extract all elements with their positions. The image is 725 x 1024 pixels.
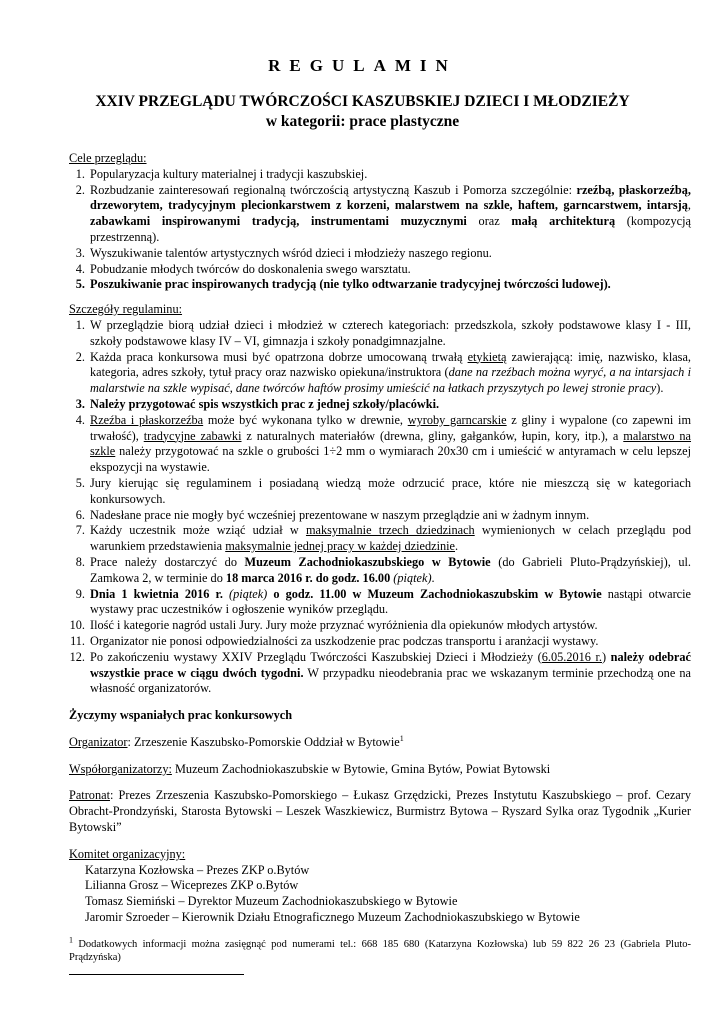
text-segment: ) bbox=[601, 649, 611, 664]
list-number: 10. bbox=[69, 618, 85, 633]
document-body bbox=[69, 151, 691, 975]
list-number: 11. bbox=[70, 633, 85, 648]
underlined-segment: 6.05.2016 r. bbox=[541, 649, 602, 664]
committee-member: Tomasz Siemiński – Dyrektor Muzeum Zachodniokaszubskiego w Bytowie bbox=[85, 894, 458, 909]
bold-segment: należy odebrać wszystkie prace w ciągu dwóch tygodni. bbox=[90, 649, 691, 680]
spacer bbox=[69, 724, 691, 735]
rule-item-4 bbox=[69, 413, 691, 476]
rule-item-12 bbox=[69, 650, 691, 697]
organizer-name: Zrzeszenie Kaszubsko-Pomorskie Oddział w Bytowie bbox=[130, 734, 400, 749]
rule-text: Organizator nie ponosi odpowiedzialności za uszkodzenie prac podczas transportu i aranżacji wystawy. bbox=[90, 633, 599, 648]
list-number: 4. bbox=[75, 412, 85, 427]
text-segment: z naturalnych materiałów (drewna, gliny, gałganków, łupin, kory, itp.), a bbox=[241, 428, 624, 443]
rule-item-8 bbox=[69, 555, 691, 587]
szczegoly-heading: Szczegóły regulaminu: bbox=[69, 302, 183, 317]
patronage-label: Patronat bbox=[69, 788, 110, 803]
title-category: w kategorii: prace plastyczne bbox=[265, 113, 460, 130]
title-subheading bbox=[0, 92, 725, 132]
underlined-segment: tradycyjne zabawki bbox=[143, 428, 242, 443]
committee-label: Komitet organizacyjny: bbox=[69, 846, 186, 861]
list-number: 9. bbox=[75, 586, 85, 601]
footnote bbox=[69, 935, 691, 965]
co-organizers-line bbox=[69, 762, 691, 778]
patronage-paragraph bbox=[69, 788, 691, 835]
underlined-segment: maksymalnie trzech dziedzinach bbox=[305, 523, 475, 538]
text-segment: W przypadku nieodebrania prac we wskazanym terminie przechodzą one na własność organizatorów. bbox=[90, 665, 691, 696]
text-segment: ). bbox=[656, 381, 664, 396]
spacer bbox=[69, 697, 691, 708]
cele-item-text: Wyszukiwanie talentów artystycznych wśród dzieci i młodzieży naszego regionu. bbox=[90, 245, 492, 260]
text-segment: Rozbudzanie zainteresowań regionalną twórczością artystyczną Kaszub i Pomorza szczególnie: bbox=[90, 182, 577, 197]
committee-member: Lilianna Grosz – Wiceprezes ZKP o.Bytów bbox=[85, 878, 299, 893]
text-segment: (do Gabrieli Pluto-Prądzyńskiej), ul. Zamkowa 2, w terminie do bbox=[90, 554, 691, 585]
text-segment: , bbox=[687, 198, 691, 213]
rule-text: W przeglądzie biorą udział dzieci i młodzież w czterech kategoriach: przedszkola, szkoły podstawowe klasy I - III, szkoły podstawowe klasy IV – VI, gimnazja i szkoły ponadgimnazjalne. bbox=[90, 317, 691, 348]
text-segment: : bbox=[127, 734, 131, 749]
text-segment: . bbox=[431, 570, 435, 585]
underlined-segment: maksymalnie jednej pracy w każdej dziedzinie bbox=[225, 539, 456, 554]
wishes-line: Życzymy wspaniałych prac konkursowych bbox=[69, 708, 293, 723]
text-segment: Po zakończeniu wystawy XXIV Przeglądu Twórczości Kaszubskiej Dzieci i Młodzieży ( bbox=[90, 649, 542, 664]
italic-segment: (piątek) bbox=[229, 586, 268, 601]
cele-list bbox=[69, 167, 691, 293]
text-segment: wymienionych w celach przeglądu pod warunkiem przedstawienia bbox=[90, 523, 691, 554]
text-segment: należy przygotować na szkle o grubości 1÷2 mm o wymiarach 20x30 cm i umieścić w antyramach w celu lepszej ekspozycji na wystawie. bbox=[90, 444, 691, 475]
list-number: 3. bbox=[75, 245, 85, 260]
text-segment: może być wykonana tylko w drewnie, bbox=[203, 412, 408, 427]
list-number: 6. bbox=[75, 507, 85, 522]
bold-segment: Muzeum Zachodniokaszubskiego w Bytowie bbox=[244, 554, 491, 569]
bold-segment: o godz. 11.00 w Muzeum Zachodniokaszubskim w Bytowie bbox=[273, 586, 602, 601]
rule-item-1 bbox=[69, 318, 691, 350]
text-segment: . bbox=[455, 539, 459, 554]
title-event: XXIV PRZEGLĄDU TWÓRCZOŚCI KASZUBSKIEJ DZIECI I MŁODZIEŻY bbox=[95, 93, 630, 110]
list-number: 1. bbox=[75, 166, 85, 181]
list-number: 2. bbox=[75, 349, 85, 364]
list-number: 12. bbox=[69, 649, 85, 664]
cele-item-1 bbox=[69, 167, 691, 183]
list-number: 8. bbox=[75, 554, 85, 569]
rule-item-10 bbox=[69, 618, 691, 634]
cele-item-5 bbox=[69, 277, 691, 293]
footnote-rule bbox=[69, 974, 244, 975]
list-number: 7. bbox=[75, 523, 85, 538]
committee-member: Katarzyna Kozłowska – Prezes ZKP o.Bytów bbox=[85, 862, 310, 877]
rule-item-7 bbox=[69, 523, 691, 555]
co-organizers-names: Muzeum Zachodniokaszubskie w Bytowie, Gmina Bytów, Powiat Bytowski bbox=[171, 761, 551, 776]
footnote-ref: 1 bbox=[399, 733, 404, 743]
list-number: 1. bbox=[75, 317, 85, 332]
rule-text: Należy przygotować spis wszystkich prac z jednej szkoły/placówki. bbox=[90, 396, 440, 411]
cele-item-2 bbox=[69, 183, 691, 246]
footnote-marker: 1 bbox=[69, 935, 73, 945]
spacer bbox=[69, 751, 691, 762]
cele-item-text: Pobudzanie młodych twórców do doskonalenia swego warsztatu. bbox=[90, 261, 411, 276]
organizer-line bbox=[69, 735, 691, 751]
rule-item-5 bbox=[69, 476, 691, 508]
rule-text: Ilość i kategorie nagród ustali Jury. Jury może przyznać wyróżnienia dla opiekunów młodych artystów. bbox=[90, 618, 598, 633]
szczegoly-list bbox=[69, 318, 691, 697]
rule-item-11 bbox=[69, 634, 691, 650]
rule-item-2 bbox=[69, 350, 691, 397]
underlined-segment: etykietą bbox=[467, 349, 507, 364]
bold-segment: 18 marca 2016 r. do godz. 16.00 bbox=[225, 570, 391, 585]
bold-segment: małą architekturą bbox=[511, 214, 616, 229]
text-segment: Każda praca konkursowa musi być opatrzona dobrze umocowaną trwałą bbox=[90, 349, 468, 364]
bold-segment: Dnia 1 kwietnia 2016 r. bbox=[90, 586, 223, 601]
italic-segment: (piątek) bbox=[393, 570, 432, 585]
title-regulamin: REGULAMIN bbox=[268, 56, 457, 75]
list-number: 3. bbox=[75, 396, 85, 411]
co-organizers-label: Współorganizatorzy: bbox=[69, 761, 172, 776]
spacer bbox=[69, 293, 691, 302]
organizer-label: Organizator bbox=[69, 734, 128, 749]
bold-segment: rzeźbą, płaskorzeźbą, drzeworytem, tradycyjnym plecionkarstwem z korzeni, malarstwem na szkle, haftem, garncarstwem, intarsją bbox=[90, 182, 691, 213]
cele-item-4 bbox=[69, 262, 691, 278]
cele-heading: Cele przeglądu: bbox=[69, 151, 147, 165]
cele-item-text: Popularyzacja kultury materialnej i tradycji kaszubskiej. bbox=[90, 166, 368, 181]
committee-block bbox=[69, 847, 691, 926]
patronage-text: : Prezes Zrzeszenia Kaszubsko-Pomorskiego – Łukasz Grzędzicki, Prezes Instytutu Kaszubskiego – prof. Cezary Obracht-Prondzyński, Starosta Bytowski – Leszek Waszkiewicz, Burmistrz Bytowa – Ryszard Sylka oraz Tygodnik „Kurier Bytowski” bbox=[69, 788, 691, 835]
list-number: 2. bbox=[75, 182, 85, 197]
text-segment: Prace należy dostarczyć do bbox=[90, 554, 245, 569]
underlined-segment: malarstwo na szkle bbox=[90, 428, 692, 459]
rule-text: Nadesłane prace nie mogły być wcześniej prezentowane w naszym przeglądzie ani w żadnym innym. bbox=[90, 507, 590, 522]
text-segment: nastąpi otwarcie wystawy prac uczestników i ogłoszenie wyników przeglądu. bbox=[90, 586, 692, 617]
underlined-segment: wyroby garncarskie bbox=[407, 412, 507, 427]
footnote-text: Dodatkowych informacji można zasięgnąć pod numerami tel.: 668 185 680 (Katarzyna Kozłowska) lub 59 822 26 23 (Gabriela Pluto-Prądzyńska) bbox=[69, 938, 691, 964]
list-number: 4. bbox=[75, 261, 85, 276]
rule-item-9 bbox=[69, 587, 691, 619]
spacer bbox=[69, 777, 691, 788]
rule-item-3 bbox=[69, 397, 691, 413]
bold-segment: zabawkami inspirowanymi tradycją, instrumentami muzycznymi bbox=[90, 214, 467, 229]
list-number: 5. bbox=[75, 277, 85, 292]
list-number: 5. bbox=[75, 475, 85, 490]
cele-item-text: Poszukiwanie prac inspirowanych tradycją (nie tylko odtwarzanie tradycyjnej twórczości ludowej). bbox=[90, 277, 611, 292]
italic-segment: dane na rzeźbach można wyryć, a na intarsjach i malarstwie na szkle wypisać, dane twórców haftów prosimy umieścić na łatkach przyszytych po lewej stronie pracy bbox=[90, 365, 692, 396]
text-segment: zawierającą: imię, nazwisko, klasa, kategoria, adres szkoły, tytuł pracy oraz nazwisko opiekuna/instruktora ( bbox=[90, 349, 692, 380]
cele-item-3 bbox=[69, 246, 691, 262]
text-segment: oraz bbox=[466, 214, 512, 229]
rule-text: Jury kierując się regulaminem i posiadaną wiedzą może odrzucić prace, które nie mieszczą się w kategoriach konkursowych. bbox=[90, 475, 691, 506]
text-segment: (kompozycją przestrzenną). bbox=[90, 214, 691, 244]
rule-item-6 bbox=[69, 508, 691, 524]
spacer bbox=[69, 836, 691, 847]
text-segment: Każdy uczestnik może wziąć udział w bbox=[90, 523, 306, 538]
underlined-segment: Rzeźba i płaskorzeźba bbox=[90, 412, 204, 427]
text-segment: z gliny i wypalone (co zapewni im trwałość), bbox=[90, 412, 692, 443]
committee-member: Jaromir Szroeder – Kierownik Działu Etnograficznego Muzeum Zachodniokaszubskiego w Bytowie bbox=[85, 910, 580, 925]
